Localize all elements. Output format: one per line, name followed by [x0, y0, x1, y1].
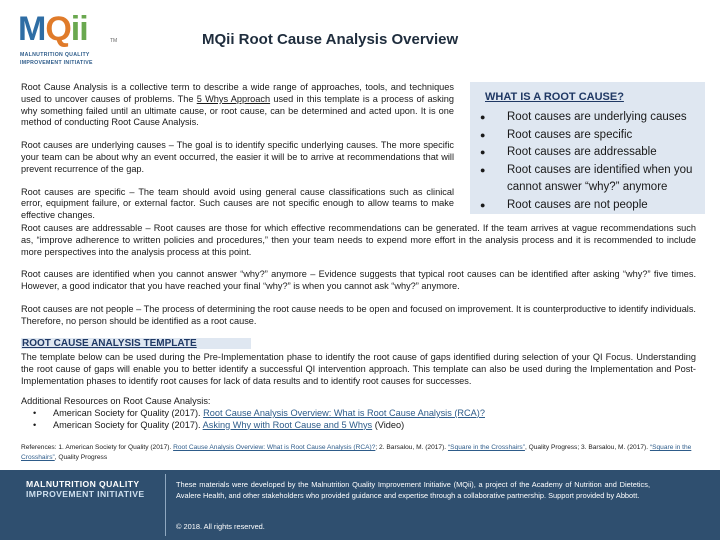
five-whys-link[interactable]: 5 Whys Approach — [196, 93, 271, 104]
resources-heading: Additional Resources on Root Cause Analysis: — [21, 396, 211, 406]
page-title: MQii Root Cause Analysis Overview — [202, 31, 459, 48]
list-item — [478, 127, 703, 145]
bullet-icon: ● — [480, 129, 486, 140]
list-item — [478, 144, 703, 162]
ref-link-rca-overview[interactable]: Root Cause Analysis Overview: What is Root Cause Analysis (RCA)? — [173, 444, 376, 451]
bullet-icon: ● — [480, 147, 486, 157]
list-item — [21, 420, 696, 432]
bullet-icon: • — [33, 407, 37, 418]
list-item — [478, 197, 703, 215]
intro-paragraph-3: Root causes are specific – The team should avoid using general cause classifications such as clinical error, equipment failure, or external factor. Such causes are not specific enough to allow teams to make effective changes. — [21, 186, 454, 221]
logo-letters-ii: ii — [70, 10, 88, 48]
list-item — [478, 162, 703, 197]
ref-link-crosshairs-1[interactable]: “Square in the Crosshairs” — [447, 444, 525, 451]
logo-letter-q: Q — [45, 10, 71, 48]
body-section — [21, 223, 696, 339]
logo-trademark: TM — [110, 38, 118, 44]
root-cause-list — [478, 109, 703, 214]
asking-why-video-link[interactable]: Asking Why with Root Cause and 5 Whys — [202, 419, 373, 430]
intro-p1-text-b: used in this template is a process of asking why something failed until an ultimate cause, or root cause, can be determined and acted upon. It is one method of conducting Root Cause Analysis. — [21, 93, 454, 128]
intro-p1-text-a: Root Cause Analysis is a collective term to describe a wide range of approaches, tools, and techniques used to uncover causes of problems. The — [21, 82, 454, 104]
what-is-root-cause-box — [470, 82, 705, 214]
intro-section — [21, 82, 454, 233]
footer-copyright: © 2018. All rights reserved. — [176, 522, 265, 531]
rca-template-heading: ROOT CAUSE ANALYSIS TEMPLATE — [21, 338, 251, 349]
body-paragraph-addressable: Root causes are addressable – Root causes are those for which effective recommendations can be generated. If the team arrives at vague recommendations such as, “improve adherence to written policies and procedures,” then your team needs to expend more effort in the analysis process and it is recommended to include more perspectives into the analysis process at this point. — [21, 223, 696, 257]
resource-suffix: (Video) — [372, 419, 405, 430]
footer — [0, 470, 720, 540]
ref-text: , Quality Progress — [54, 454, 108, 461]
footer-logo-line1: MALNUTRITION QUALITY — [26, 479, 140, 489]
list-item — [478, 109, 703, 127]
references — [21, 443, 696, 463]
bullet-icon: ● — [480, 199, 486, 210]
additional-resources — [21, 396, 696, 431]
ref-text: , Quality Progress; 3. Barsalou, M. (2017). — [524, 444, 650, 451]
body-paragraph-why: Root causes are identified when you cannot answer “why?” anymore – Evidence suggests that typical root causes can be identified after asking “why?” five times. However, a good indicator that you have reached your final “why?” is when you cannot ask “why?” anymore. — [21, 269, 696, 292]
list-item-text: Root causes are underlying causes — [507, 111, 687, 123]
footer-disclaimer: These materials were developed by the Malnutrition Quality Improvement Initiative (MQii), a project of the Academy of Nutrition and Dietetics, Avalere Health, and other stakeholders who provided guidance and expertise through a collaborative partnership. Support provided by Abbott. — [176, 480, 650, 500]
rca-template-text: The template below can be used during the Pre-Implementation phase to identify the root cause of gaps identified during selection of your QI Focus. Understanding the root cause of gaps will enable you to better identify a successful QI intervention approach. This template can also be used during the Implementation and Post-Implementation phases to identify root causes for lack of data results and to identify root causes for successes. — [21, 352, 696, 386]
logo-wordmark — [18, 10, 88, 48]
bullet-icon: ● — [480, 164, 486, 175]
list-item-text: Root causes are not people — [507, 198, 648, 211]
logo-subtitle-line2: IMPROVEMENT INITIATIVE — [20, 60, 93, 66]
list-item — [21, 408, 696, 420]
mqii-logo — [18, 10, 128, 70]
list-item-text: Root causes are identified when you cannot answer “why?” anymore — [507, 163, 693, 193]
intro-paragraph-1 — [21, 82, 454, 129]
intro-paragraph-2: Root causes are underlying causes – The goal is to identify specific underlying causes. The more specific your team can be about why an event occurred, the easier it will be to arrive at recommendations that will prevent recurrence of the gap. — [21, 140, 454, 174]
ref-text: References: 1. American Society for Quality (2017). — [21, 444, 174, 451]
ref-link-crosshairs-2[interactable]: “Square in the Crosshairs” — [21, 444, 692, 461]
resource-prefix: American Society for Quality (2017). — [53, 407, 204, 418]
bullet-icon: • — [33, 419, 37, 430]
list-item-text: Root causes are specific — [507, 128, 633, 141]
root-box-title: WHAT IS A ROOT CAUSE? — [485, 91, 624, 103]
resource-prefix: American Society for Quality (2017). — [53, 419, 203, 430]
bullet-icon: ● — [480, 112, 486, 122]
footer-divider — [165, 474, 166, 536]
body-paragraph-not-people: Root causes are not people – The process of determining the root cause needs to be open and focused on improvement. It is counterproductive to identify individuals. Therefore, no person should be identified as a root cause. — [21, 303, 696, 326]
logo-subtitle-line1: MALNUTRITION QUALITY — [20, 52, 90, 58]
rca-overview-link[interactable]: Root Cause Analysis Overview: What is Root Cause Analysis (RCA)? — [203, 407, 485, 418]
footer-logo-line2: IMPROVEMENT INITIATIVE — [26, 489, 145, 499]
list-item-text: Root causes are addressable — [507, 146, 657, 158]
logo-letter-m: M — [18, 10, 46, 48]
ref-text: ; 2. Barsalou, M. (2017). — [375, 444, 448, 451]
